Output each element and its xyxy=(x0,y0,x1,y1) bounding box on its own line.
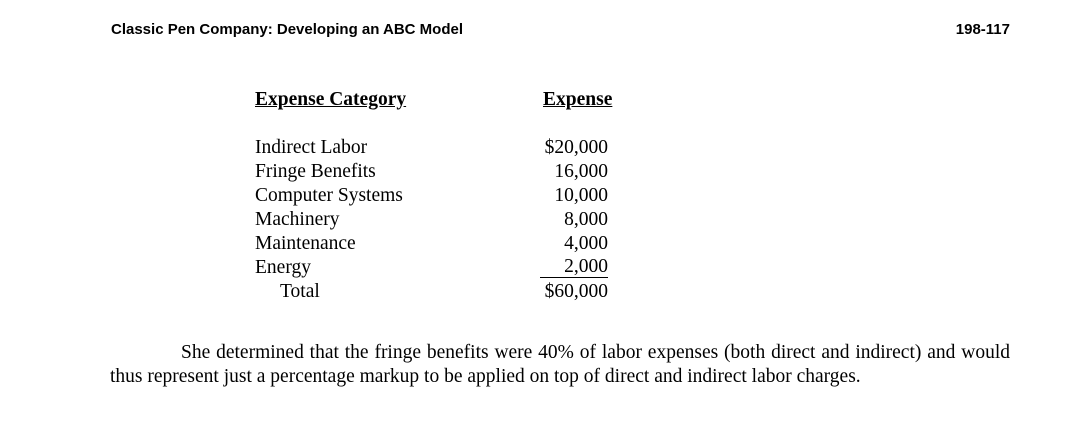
expense-cell: $20,000 xyxy=(544,137,608,158)
expense-cell: 10,000 xyxy=(554,185,608,206)
column-header-expense: Expense xyxy=(543,89,613,110)
header-title: Classic Pen Company: Developing an ABC Model xyxy=(111,21,464,38)
category-cell: Computer Systems xyxy=(255,185,403,206)
category-cell: Machinery xyxy=(255,209,340,230)
expense-rows xyxy=(255,136,615,304)
category-cell: Energy xyxy=(255,257,311,278)
expense-cell: 16,000 xyxy=(554,161,608,182)
table-row xyxy=(255,232,615,256)
table-row xyxy=(255,160,615,184)
category-cell: Fringe Benefits xyxy=(255,161,376,182)
total-label: Total xyxy=(280,281,320,302)
expense-cell: 8,000 xyxy=(564,209,608,230)
expense-cell: 2,000 xyxy=(540,256,608,278)
table-row xyxy=(255,184,615,208)
table-row xyxy=(255,256,615,280)
body-paragraph: She determined that the fringe benefits were 40% of labor expenses (both direct and indirect) and would thus represent just a percentage markup to be applied on top of direct and indirect labor charges. xyxy=(110,342,1010,387)
total-row xyxy=(255,280,615,304)
category-cell: Maintenance xyxy=(255,233,356,254)
expense-cell: 4,000 xyxy=(564,233,608,254)
category-cell: Indirect Labor xyxy=(255,137,368,158)
total-value: $60,000 xyxy=(544,281,608,302)
table-row xyxy=(255,208,615,232)
document-number: 198-117 xyxy=(955,21,1010,38)
column-header-category: Expense Category xyxy=(255,89,407,110)
table-row xyxy=(255,136,615,160)
